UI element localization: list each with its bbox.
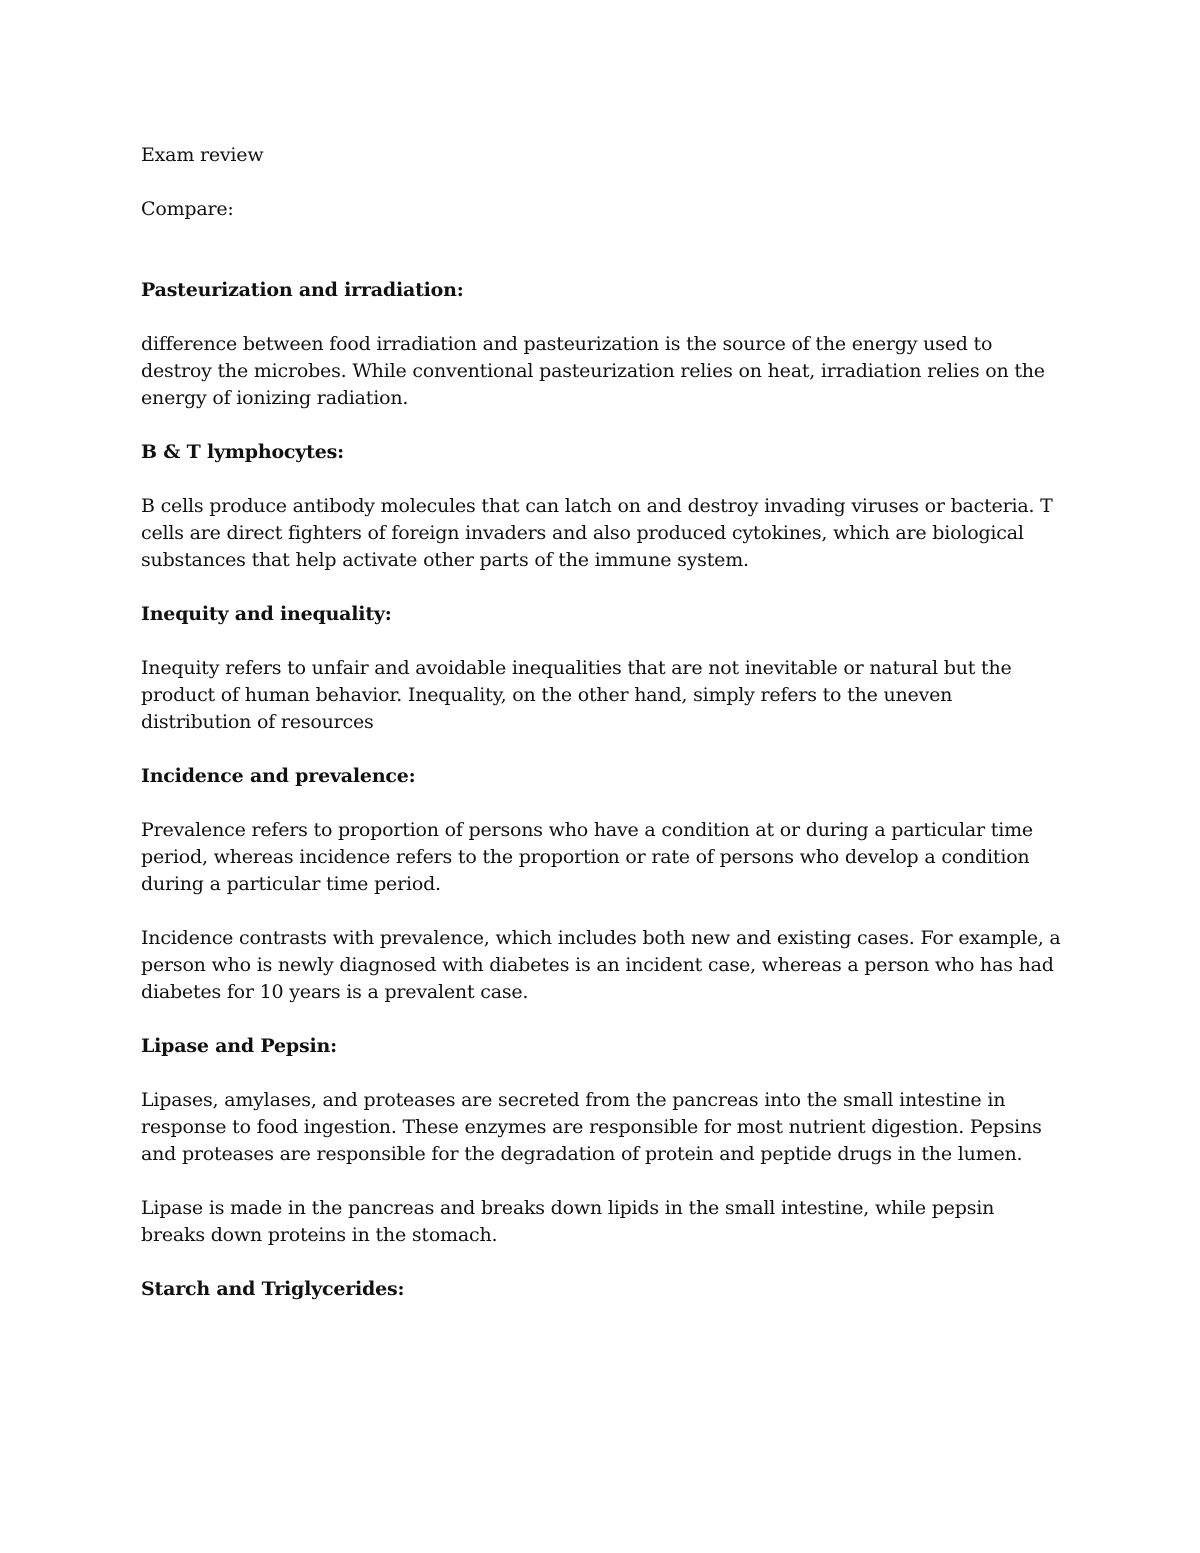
section-heading-inequity: Inequity and inequality: (141, 603, 392, 625)
section-paragraph: B cells produce antibody molecules that can latch on and destroy invading viruses or bacteria. T cells are direct fighters of foreign invaders and also produced cytokines, which are biological substances that help activate other parts of the immune system. (141, 495, 1053, 571)
section-heading-starch: Starch and Triglycerides: (141, 1278, 405, 1300)
document-body (141, 142, 1061, 1330)
section-heading-incidence: Incidence and prevalence: (141, 765, 416, 787)
section-paragraph: Inequity refers to unfair and avoidable inequalities that are not inevitable or natural but the product of human behavior. Inequality, on the other hand, simply refers to the uneven distribution of resources (141, 657, 1012, 733)
section-paragraph: Prevalence refers to proportion of persons who have a condition at or during a particular time period, whereas incidence refers to the proportion or rate of persons who develop a condition during a particular time period. (141, 819, 1033, 895)
document-title: Exam review (141, 144, 264, 166)
section-heading-pasteurization: Pasteurization and irradiation: (141, 279, 464, 301)
document-subtitle: Compare: (141, 198, 234, 220)
section-heading-lymphocytes: B & T lymphocytes: (141, 441, 344, 463)
section-paragraph: Lipase is made in the pancreas and breaks down lipids in the small intestine, while pepsin breaks down proteins in the stomach. (141, 1197, 995, 1246)
section-paragraph: Lipases, amylases, and proteases are secreted from the pancreas into the small intestine in response to food ingestion. These enzymes are responsible for most nutrient digestion. Pepsins and proteases are responsible for the degradation of protein and peptide drugs in the lumen. (141, 1089, 1042, 1165)
section-paragraph: Incidence contrasts with prevalence, which includes both new and existing cases. For example, a person who is newly diagnosed with diabetes is an incident case, whereas a person who has had diabetes for 10 years is a prevalent case. (141, 927, 1061, 1003)
blank-line (141, 250, 1061, 277)
section-paragraph: difference between food irradiation and pasteurization is the source of the energy used to destroy the microbes. While conventional pasteurization relies on heat, irradiation relies on the energy of ionizing radiation. (141, 333, 1045, 409)
section-heading-lipase: Lipase and Pepsin: (141, 1035, 337, 1057)
